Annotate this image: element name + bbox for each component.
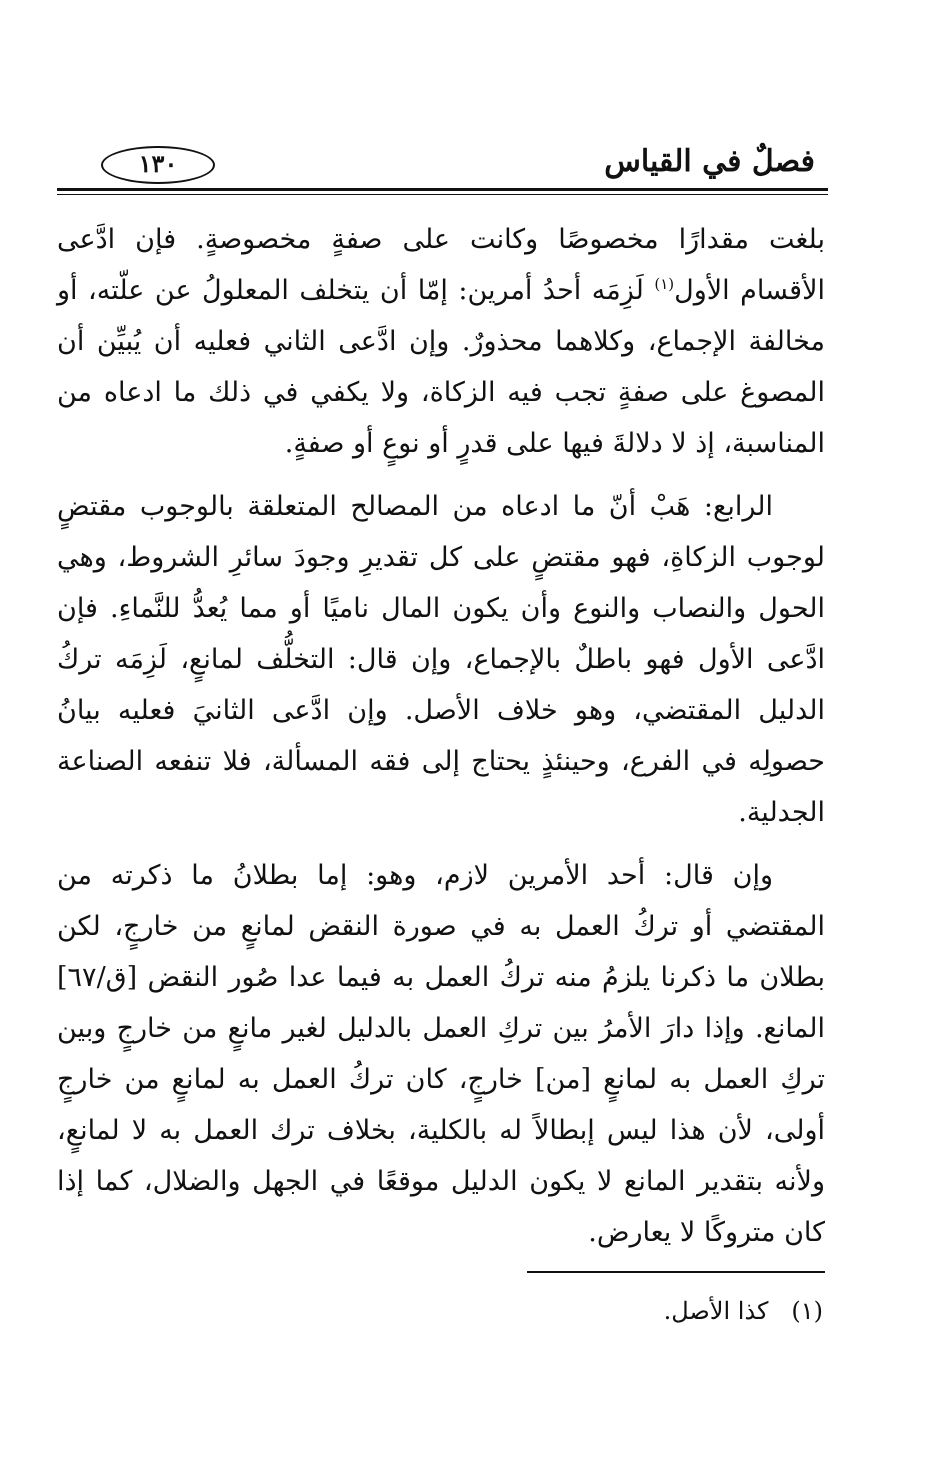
- running-title: فصلٌ في القياس: [604, 144, 815, 179]
- main-text: [57, 214, 825, 1258]
- paragraph-2: الرابع: هَبْ أنّ ما ادعاه من المصالح المتعلقة بالوجوب مقتضٍ لوجوب الزكاةِ، فهو مقتضٍ على كل تقديرِ وجودَ سائرِ الشروط، وهي الحول والنصاب والنوع وأن يكون المال ناميًا أو مما يُعدُّ للنَّماءِ. فإن ادَّعى الأول فهو باطلٌ بالإجماع، وإن قال: التخلُّف لمانعٍ، لَزِمَه تركُ الدليل المقتضي، وهو خلاف الأصل. وإن ادَّعى الثانيَ فعليه بيانُ حصولِه في الفرع، وحينئذٍ يحتاج إلى فقه المسألة، فلا تنفعه الصناعة الجدلية.: [57, 491, 825, 828]
- paragraph-1-start: بلغت مقدارًا مخصوصًا وكانت على صفةٍ مخصوصةٍ. فإن ادَّعى الأقسام الأول: [57, 224, 825, 306]
- footnote-text: كذا الأصل.: [663, 1297, 769, 1325]
- footnote-1: [57, 1294, 823, 1328]
- paragraph-1: [57, 214, 825, 469]
- footnote-separator: [527, 1271, 825, 1273]
- paragraph-1-rest: لَزِمَه أحدُ أمرين: إمّا أن يتخلف المعلولُ عن علّته، أو مخالفة الإجماع، وكلاهما محذورٌ. وإن ادَّعى الثاني فعليه أن يُبيِّن أن المصوغ على صفةٍ تجب فيه الزكاة، ولا يكفي في ذلك ما ادعاه من المناسبة، إذ لا دلالةَ فيها على قدرٍ أو نوعٍ أو صفةٍ.: [57, 275, 825, 459]
- paragraph-3: وإن قال: أحد الأمرين لازم، وهو: إما بطلانُ ما ذكرته من المقتضي أو تركُ العمل به في صورة النقض لمانعٍ من خارجٍ، لكن بطلان ما ذكرنا يلزمُ منه تركُ العمل به فيما عدا صُور النقض [ق/٦٧] المانع. وإذا دارَ الأمرُ بين تركِ العمل بالدليل لغير مانعٍ من خارجٍ وبين تركِ العمل به لمانعٍ [من] خارجٍ، كان تركُ العمل به لمانعٍ من خارجٍ أولى، لأن هذا ليس إبطالاً له بالكلية، بخلاف ترك العمل به لا لمانعٍ، ولأنه بتقدير المانع لا يكون الدليل موقعًا في الجهل والضلال، كما إذا كان متروكًا لا يعارض.: [57, 860, 825, 1248]
- footnote-number: (١): [791, 1297, 823, 1325]
- page-header: [57, 140, 825, 186]
- page-number: ١٣٠: [101, 146, 215, 184]
- header-rule: [57, 188, 828, 191]
- footnote-marker: (١): [654, 275, 675, 293]
- header-rule-thin: [57, 194, 828, 195]
